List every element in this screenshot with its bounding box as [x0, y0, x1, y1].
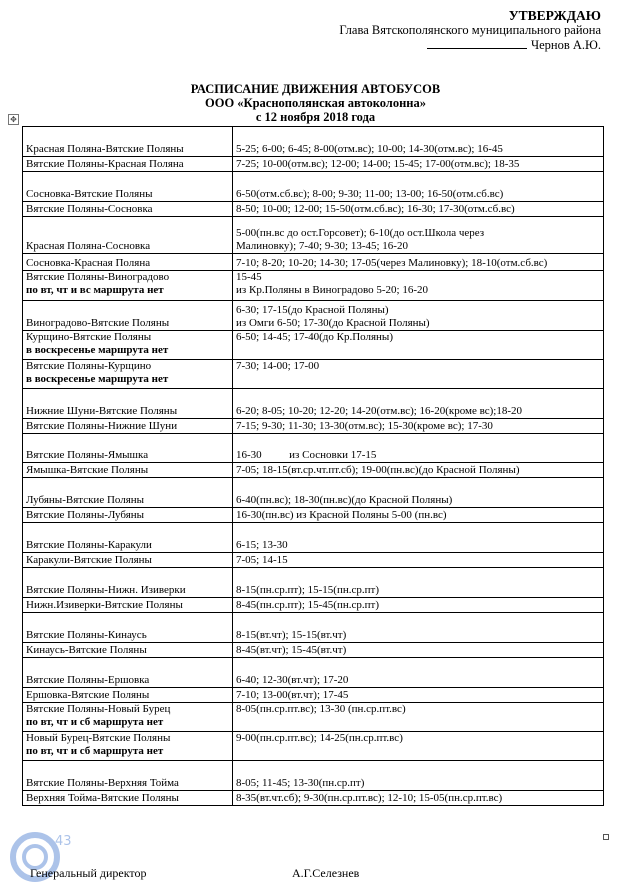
table-row	[23, 360, 604, 389]
departure-times: 6-15; 13-30	[236, 539, 288, 551]
route-cell	[23, 389, 233, 419]
route-note: по вт, чт и вс маршрута нет	[26, 284, 164, 296]
table-row	[23, 643, 604, 658]
departure-times: 7-25; 10-00(отм.вс); 12-00; 14-00; 15-45; 17-00(отм.вс); 18-35	[236, 158, 520, 170]
departure-times: 16-30 из Сосновки 17-15	[236, 449, 377, 461]
route-cell	[23, 791, 233, 806]
table-row	[23, 463, 604, 478]
times-cell	[233, 463, 604, 478]
route-cell	[23, 254, 233, 271]
times-cell	[233, 732, 604, 761]
times-cell	[233, 658, 604, 688]
departure-times: 8-15(вт.чт); 15-15(вт.чт)	[236, 629, 347, 641]
departure-times: 5-00(пн.вс до ост.Горсовет); 6-10(до ост.Школа через	[236, 227, 485, 239]
route-name: Вятские Поляны-Красная Поляна	[26, 158, 184, 170]
table-row	[23, 791, 604, 806]
times-cell	[233, 703, 604, 732]
departure-times: 16-30(пн.вс) из Красной Поляны 5-00 (пн.вс)	[236, 509, 447, 521]
departure-times: 8-45(пн.ср.пт); 15-45(пн.ср.пт)	[236, 599, 379, 611]
approval-position: Глава Вятскополянского муниципального района	[339, 23, 601, 37]
route-name: Сосновка-Красная Поляна	[26, 257, 151, 269]
route-cell	[23, 127, 233, 157]
approval-block	[339, 8, 601, 53]
times-cell	[233, 271, 604, 301]
departure-times: из Кр.Поляны в Виноградово 5-20; 16-20	[236, 284, 428, 296]
route-name: Красная Поляна-Вятские Поляны	[26, 143, 184, 155]
table-row	[23, 202, 604, 217]
route-name: Кинаусь-Вятские Поляны	[26, 644, 147, 656]
heading-company: ООО «Краснополянская автоколонна»	[205, 96, 426, 110]
times-cell	[233, 202, 604, 217]
times-cell	[233, 217, 604, 254]
schedule-body	[23, 127, 604, 806]
route-name: Каракули-Вятские Поляны	[26, 554, 152, 566]
route-note: по вт, чт и сб маршрута нет	[26, 745, 164, 757]
departure-times: из Омги 6-50; 17-30(до Красной Поляны)	[236, 317, 430, 329]
route-cell	[23, 172, 233, 202]
watermark-text: 43	[55, 834, 72, 849]
route-name: Виноградово-Вятские Поляны	[26, 317, 170, 329]
times-cell	[233, 434, 604, 463]
table-row	[23, 389, 604, 419]
route-name: Вятские Поляны-Верхняя Тойма	[26, 777, 179, 789]
route-cell	[23, 553, 233, 568]
departure-times: 7-05; 18-15(вт.ср.чт.пт.сб); 19-00(пн.вс)(до Красной Поляны)	[236, 464, 520, 476]
route-cell	[23, 463, 233, 478]
departure-times: 6-40(пн.вс); 18-30(пн.вс)(до Красной Поляны)	[236, 494, 453, 506]
times-cell	[233, 508, 604, 523]
departure-times: 5-25; 6-00; 6-45; 8-00(отм.вс); 10-00; 14-30(отм.вс); 16-45	[236, 143, 503, 155]
route-cell	[23, 360, 233, 389]
heading-date: с 12 ноября 2018 года	[255, 110, 376, 124]
times-cell	[233, 568, 604, 598]
route-name: Сосновка-Вятские Поляны	[26, 188, 153, 200]
heading-title: РАСПИСАНИЕ ДВИЖЕНИЯ АВТОБУСОВ	[190, 82, 441, 96]
route-name: Нижние Шуни-Вятские Поляны	[26, 405, 178, 417]
route-cell	[23, 523, 233, 553]
route-name: Вятские Поляны-Сосновка	[26, 203, 153, 215]
times-cell	[233, 478, 604, 508]
table-row	[23, 508, 604, 523]
departure-times: 8-45(вт.чт); 15-45(вт.чт)	[236, 644, 347, 656]
times-cell	[233, 643, 604, 658]
route-name: Вятские Поляны-Нижн. Изиверки	[26, 584, 186, 596]
table-row	[23, 703, 604, 732]
route-cell	[23, 301, 233, 331]
route-cell	[23, 157, 233, 172]
route-note: в воскресенье маршрута нет	[26, 344, 169, 356]
route-cell	[23, 478, 233, 508]
route-name: Верхняя Тойма-Вятские Поляны	[26, 792, 179, 804]
times-cell	[233, 172, 604, 202]
departure-times: 9-00(пн.ср.пт.вс); 14-25(пн.ср.пт.вс)	[236, 732, 403, 744]
route-cell	[23, 419, 233, 434]
times-cell	[233, 127, 604, 157]
route-cell	[23, 217, 233, 254]
table-row	[23, 127, 604, 157]
route-cell	[23, 202, 233, 217]
times-cell	[233, 389, 604, 419]
departure-times: 7-30; 14-00; 17-00	[236, 360, 320, 372]
route-name: Ямышка-Вятские Поляны	[26, 464, 149, 476]
departure-times: 7-10; 8-20; 10-20; 14-30; 17-05(через Малиновку); 18-10(отм.сб.вс)	[236, 257, 548, 269]
times-cell	[233, 157, 604, 172]
approval-signature-line	[339, 38, 601, 53]
approval-signer: Чернов А.Ю.	[530, 38, 601, 52]
departure-times: 8-35(вт.чт.сб); 9-30(пн.ср.пт.вс); 12-10; 15-05(пн.ср.пт.вс)	[236, 792, 503, 804]
table-row	[23, 271, 604, 301]
route-name: Курщино-Вятские Поляны	[26, 331, 152, 343]
departure-times: 6-50; 14-45; 17-40(до Кр.Поляны)	[236, 331, 393, 343]
table-row	[23, 301, 604, 331]
route-name: Красная Поляна-Сосновка	[26, 240, 151, 252]
table-row	[23, 658, 604, 688]
route-name: Вятские Поляны-Ершовка	[26, 674, 150, 686]
departure-times: 7-10; 13-00(вт.чт); 17-45	[236, 689, 349, 701]
departure-times: 7-15; 9-30; 11-30; 13-30(отм.вс); 15-30(кроме вс); 17-30	[236, 420, 493, 432]
route-name: Вятские Поляны-Лубяны	[26, 509, 145, 521]
departure-times: 8-15(пн.ср.пт); 15-15(пн.ср.пт)	[236, 584, 379, 596]
table-row	[23, 157, 604, 172]
route-cell	[23, 732, 233, 761]
route-cell	[23, 434, 233, 463]
route-cell	[23, 658, 233, 688]
route-name: Нижн.Изиверки-Вятские Поляны	[26, 599, 183, 611]
route-cell	[23, 598, 233, 613]
departure-times: 6-20; 8-05; 10-20; 12-20; 14-20(отм.вс); 16-20(кроме вс);18-20	[236, 405, 523, 417]
route-note: в воскресенье маршрута нет	[26, 373, 169, 385]
table-row	[23, 523, 604, 553]
times-cell	[233, 761, 604, 791]
route-cell	[23, 643, 233, 658]
times-cell	[233, 598, 604, 613]
signature-blank	[427, 38, 527, 49]
departure-times: 8-05(пн.ср.пт.вс); 13-30 (пн.ср.пт.вс)	[236, 703, 406, 715]
times-cell	[233, 419, 604, 434]
move-handle-icon[interactable]: ✥	[8, 114, 19, 125]
table-row	[23, 732, 604, 761]
departure-times: 15-45	[236, 271, 262, 283]
times-cell	[233, 523, 604, 553]
table-resize-handle[interactable]	[603, 834, 609, 840]
route-cell	[23, 508, 233, 523]
route-name: Ершовка-Вятские Поляны	[26, 689, 150, 701]
table-row	[23, 568, 604, 598]
times-cell	[233, 360, 604, 389]
departure-times: 6-30; 17-15(до Красной Поляны)	[236, 304, 389, 316]
times-cell	[233, 553, 604, 568]
departure-times: 8-05; 11-45; 13-30(пн.ср.пт)	[236, 777, 365, 789]
route-cell	[23, 568, 233, 598]
route-name: Вятские Поляны-Новый Бурец	[26, 703, 171, 715]
table-row	[23, 217, 604, 254]
table-row	[23, 254, 604, 271]
times-cell	[233, 331, 604, 360]
table-row	[23, 478, 604, 508]
table-row	[23, 613, 604, 643]
table-row	[23, 419, 604, 434]
route-name: Вятские Поляны-Кинаусь	[26, 629, 147, 641]
times-cell	[233, 301, 604, 331]
table-row	[23, 331, 604, 360]
route-name: Вятские Поляны-Каракули	[26, 539, 152, 551]
times-cell	[233, 254, 604, 271]
route-name: Вятские Поляны-Курщино	[26, 360, 152, 372]
table-row	[23, 761, 604, 791]
table-row	[23, 553, 604, 568]
route-cell	[23, 761, 233, 791]
times-cell	[233, 613, 604, 643]
route-name: Вятские Поляны-Нижние Шуни	[26, 420, 178, 432]
times-cell	[233, 688, 604, 703]
route-cell	[23, 271, 233, 301]
times-cell	[233, 791, 604, 806]
route-note: по вт, чт и сб маршрута нет	[26, 716, 164, 728]
route-name: Вятские Поляны-Ямышка	[26, 449, 149, 461]
route-cell	[23, 331, 233, 360]
departure-times: 7-05; 14-15	[236, 554, 288, 566]
footer-position: Генеральный директор	[30, 866, 147, 880]
table-row	[23, 434, 604, 463]
departure-times: Малиновку); 7-40; 9-30; 13-45; 16-20	[236, 240, 408, 252]
departure-times: 8-50; 10-00; 12-00; 15-50(отм.сб.вс); 16-30; 17-30(отм.сб.вс)	[236, 203, 515, 215]
route-name: Новый Бурец-Вятские Поляны	[26, 732, 171, 744]
route-name: Вятские Поляны-Виноградово	[26, 271, 170, 283]
table-row	[23, 688, 604, 703]
route-cell	[23, 613, 233, 643]
table-row	[23, 598, 604, 613]
departure-times: 6-50(отм.сб.вс); 8-00; 9-30; 11-00; 13-00; 16-50(отм.сб.вс)	[236, 188, 504, 200]
route-name: Лубяны-Вятские Поляны	[26, 494, 145, 506]
route-cell	[23, 688, 233, 703]
document-heading	[0, 82, 631, 124]
departure-times: 6-40; 12-30(вт.чт); 17-20	[236, 674, 349, 686]
footer-name: А.Г.Селезнев	[292, 866, 360, 880]
table-row	[23, 172, 604, 202]
route-cell	[23, 703, 233, 732]
schedule-table	[22, 126, 604, 806]
approval-title: УТВЕРЖДАЮ	[508, 8, 601, 23]
